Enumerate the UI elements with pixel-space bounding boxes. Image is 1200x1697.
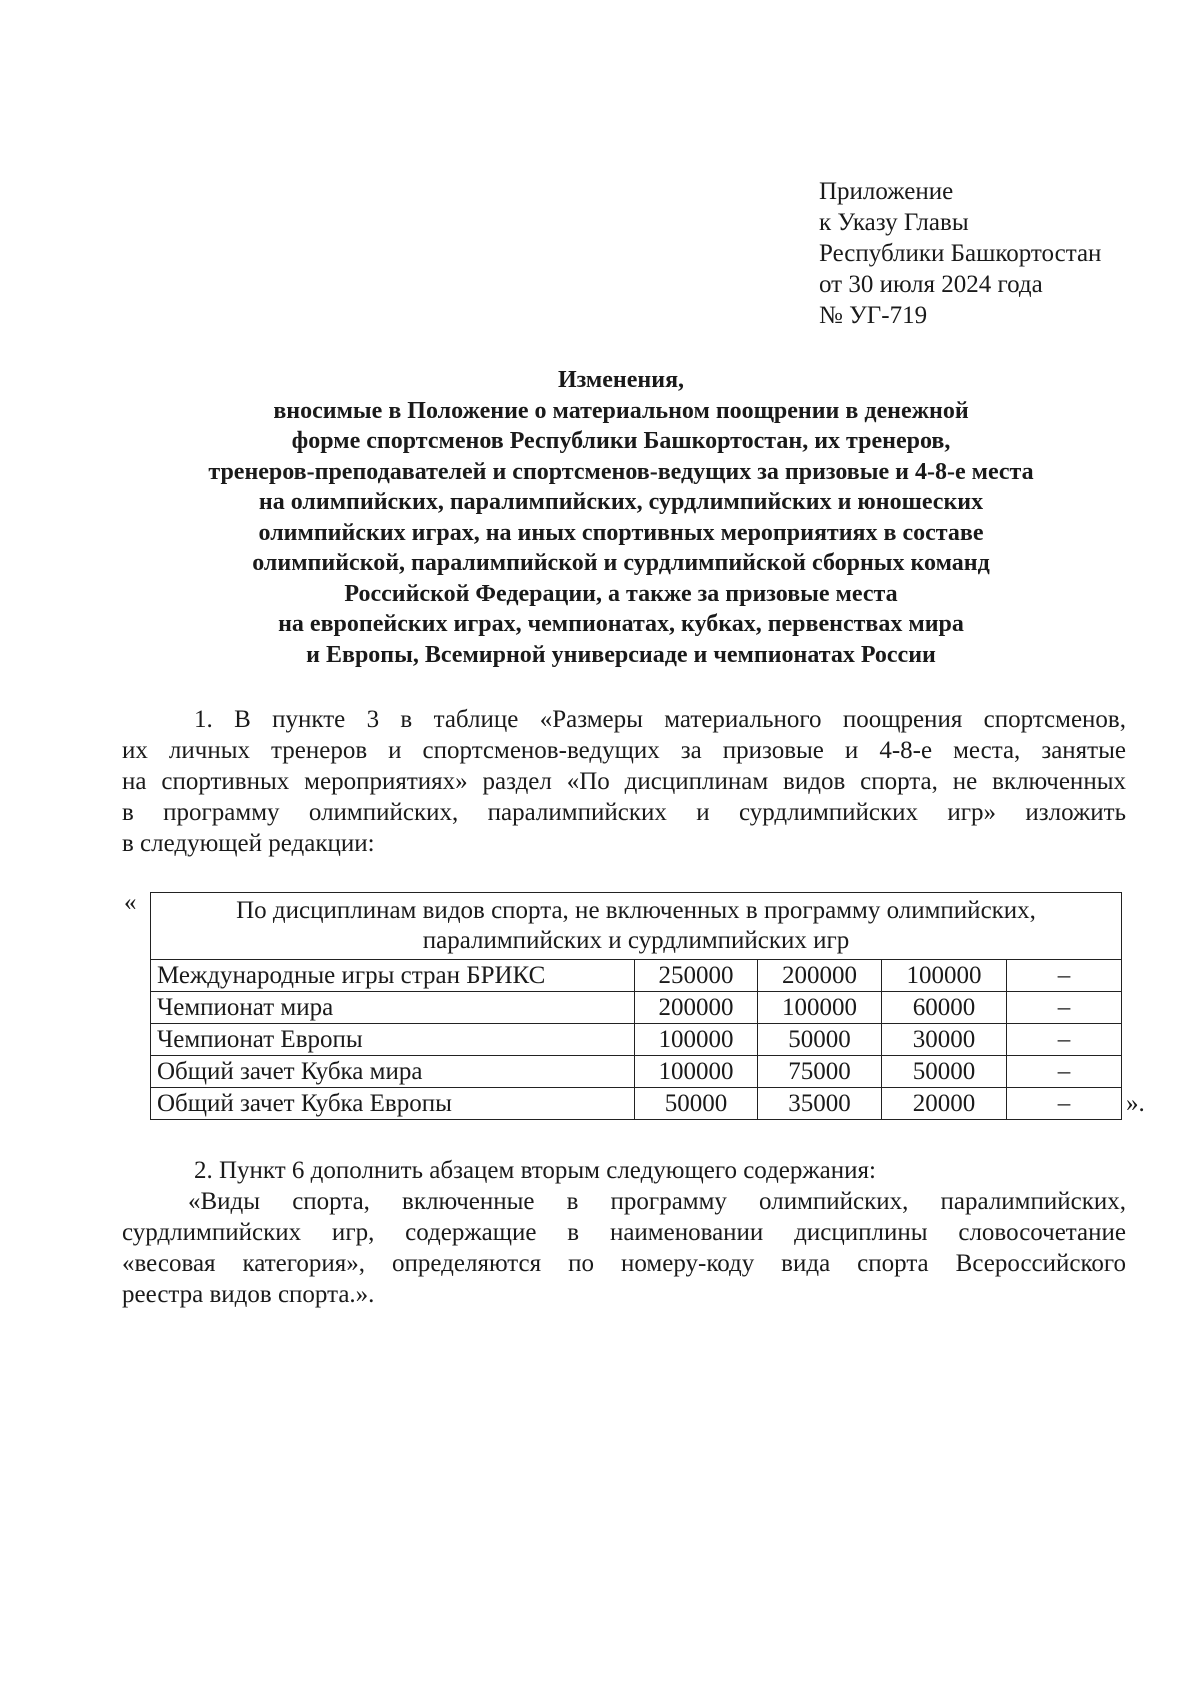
table-section-header (151, 893, 1122, 960)
award-cell: 75000 (758, 1056, 882, 1088)
item-1-paragraph (122, 704, 1126, 859)
award-cell: 200000 (635, 992, 758, 1024)
title-line: олимпийской, паралимпийской и сурдлимпийской сборных команд (252, 550, 990, 576)
title-line: тренеров-преподавателей и спортсменов-ведущих за призовые и 4-8-е места (208, 458, 1034, 485)
paragraph-line: «Виды спорта, включенные в программу олимпийских, паралимпийских, (188, 1188, 1126, 1215)
item-2-paragraph (122, 1155, 1126, 1310)
header-line: По дисциплинам видов спорта, не включенных в программу олимпийских, (236, 897, 1036, 924)
title-line: Изменения, (557, 367, 685, 393)
paragraph-line: их личных тренеров и спортсменов-ведущих за призовые и 4-8-е места, занятые (122, 737, 1126, 764)
award-cell: 20000 (882, 1088, 1007, 1120)
award-cell: 30000 (882, 1024, 1007, 1056)
paragraph-line: на спортивных мероприятиях» раздел «По дисциплинам видов спорта, не включенных (122, 768, 1126, 795)
paragraph-line: реестра видов спорта.». (122, 1281, 375, 1308)
quote-open: « (124, 889, 137, 916)
table-row (151, 1056, 1122, 1088)
title-line: и Европы, Всемирной универсиаде и чемпионатах России (306, 641, 936, 668)
title-line: на олимпийских, паралимпийских, сурдлимпийских и юношеских (258, 489, 984, 515)
event-cell: Чемпионат Европы (151, 1024, 635, 1056)
title-line: форме спортсменов Республики Башкортостан, их тренеров, (291, 428, 951, 454)
award-cell: – (1007, 1088, 1122, 1120)
table-row (151, 992, 1122, 1024)
header-line: паралимпийских и сурдлимпийских игр (422, 927, 850, 954)
award-cell: 100000 (758, 992, 882, 1024)
event-cell: Общий зачет Кубка мира (151, 1056, 635, 1088)
paragraph-line: в следующей редакции: (122, 830, 375, 857)
title-line: вносимые в Положение о материальном поощрении в денежной (273, 397, 969, 424)
table-header-row (151, 893, 1122, 960)
table-row (151, 960, 1122, 992)
award-cell: – (1007, 992, 1122, 1024)
award-cell: 50000 (882, 1056, 1007, 1088)
awards-table (150, 892, 1122, 1120)
event-cell: Общий зачет Кубка Европы (151, 1088, 635, 1120)
award-cell: 50000 (635, 1088, 758, 1120)
table-row (151, 1024, 1122, 1056)
award-cell: – (1007, 1024, 1122, 1056)
award-cell: 60000 (882, 992, 1007, 1024)
event-cell: Международные игры стран БРИКС (151, 960, 635, 992)
award-cell: 200000 (758, 960, 882, 992)
paragraph-line: 1. В пункте 3 в таблице «Размеры материального поощрения спортсменов, (194, 706, 1126, 733)
document-title (118, 365, 1124, 670)
title-line: олимпийских играх, на иных спортивных мероприятиях в составе (258, 519, 984, 546)
award-cell: 250000 (635, 960, 758, 992)
quote-close: ». (1126, 1090, 1145, 1117)
paragraph-line: сурдлимпийских игр, содержащие в наименовании дисциплины словосочетание (122, 1219, 1126, 1246)
event-cell: Чемпионат мира (151, 992, 635, 1024)
award-cell: 35000 (758, 1088, 882, 1120)
annex-block (819, 176, 1101, 331)
paragraph-line: 2. Пункт 6 дополнить абзацем вторым следующего содержания: (194, 1157, 876, 1184)
paragraph-line: в программу олимпийских, паралимпийских и сурдлимпийских игр» изложить (122, 799, 1126, 826)
award-cell: 100000 (635, 1056, 758, 1088)
annex-line: к Указу Главы (819, 209, 969, 236)
annex-line: № УГ-719 (819, 302, 928, 329)
annex-line: от 30 июля 2024 года (819, 271, 1043, 298)
paragraph-line: «весовая категория», определяются по номеру-коду вида спорта Всероссийского (122, 1250, 1126, 1277)
title-line: на европейских играх, чемпионатах, кубках, первенствах мира (278, 611, 964, 637)
title-line: Российской Федерации, а также за призовые места (344, 580, 898, 607)
award-cell: – (1007, 960, 1122, 992)
award-cell: 100000 (635, 1024, 758, 1056)
annex-line: Приложение (819, 178, 954, 205)
award-cell: 100000 (882, 960, 1007, 992)
award-cell: – (1007, 1056, 1122, 1088)
table-row (151, 1088, 1122, 1120)
award-cell: 50000 (758, 1024, 882, 1056)
annex-line: Республики Башкортостан (819, 240, 1102, 267)
